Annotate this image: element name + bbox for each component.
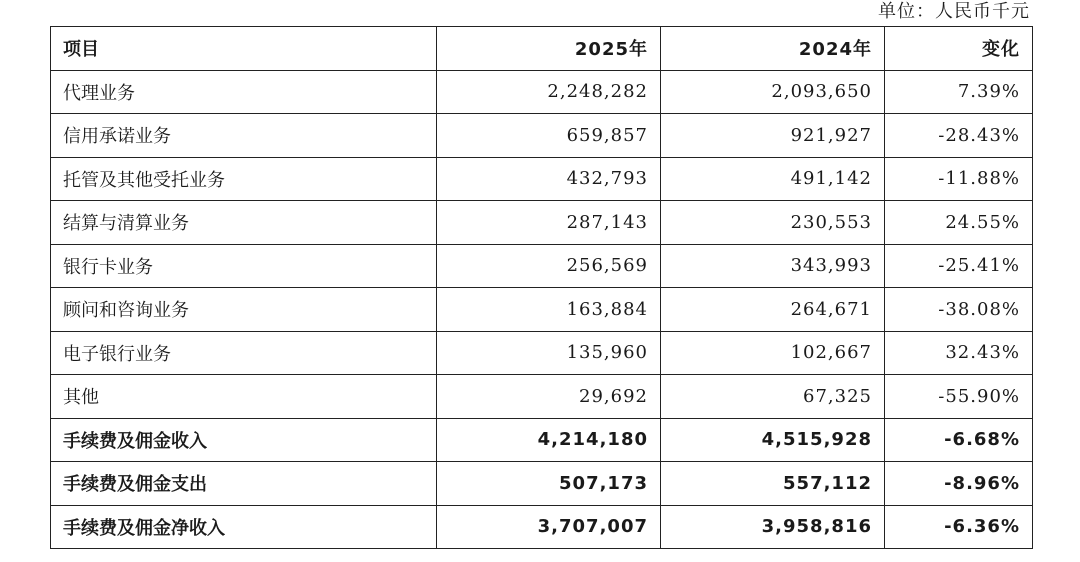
unit-note: 单位：人民币千元 — [878, 1, 1030, 22]
table-row — [51, 331, 1033, 375]
row-item: 结算与清算业务 — [51, 201, 437, 245]
total-row-income — [51, 418, 1033, 462]
row-2025: 2,248,282 — [437, 70, 661, 114]
row-item: 托管及其他受托业务 — [51, 157, 437, 201]
row-2025: 29,692 — [437, 375, 661, 419]
row-2024: 4,515,928 — [661, 418, 885, 462]
row-item: 信用承诺业务 — [51, 114, 437, 158]
table-row — [51, 157, 1033, 201]
row-item: 顾问和咨询业务 — [51, 288, 437, 332]
table-row — [51, 375, 1033, 419]
row-change: -55.90% — [885, 375, 1033, 419]
row-change: -6.36% — [885, 505, 1033, 549]
header-2024: 2024年 — [661, 27, 885, 71]
row-change: -28.43% — [885, 114, 1033, 158]
row-2025: 256,569 — [437, 244, 661, 288]
row-2025: 135,960 — [437, 331, 661, 375]
row-2025: 432,793 — [437, 157, 661, 201]
row-2024: 230,553 — [661, 201, 885, 245]
header-2025: 2025年 — [437, 27, 661, 71]
row-change: -8.96% — [885, 462, 1033, 506]
row-change: 24.55% — [885, 201, 1033, 245]
row-item: 手续费及佣金净收入 — [51, 505, 437, 549]
row-2025: 287,143 — [437, 201, 661, 245]
row-change: 32.43% — [885, 331, 1033, 375]
row-item: 银行卡业务 — [51, 244, 437, 288]
row-2025: 3,707,007 — [437, 505, 661, 549]
row-2024: 102,667 — [661, 331, 885, 375]
row-change: -11.88% — [885, 157, 1033, 201]
header-item: 项目 — [51, 27, 437, 71]
row-2024: 491,142 — [661, 157, 885, 201]
row-2024: 3,958,816 — [661, 505, 885, 549]
row-item: 电子银行业务 — [51, 331, 437, 375]
row-2025: 163,884 — [437, 288, 661, 332]
row-2024: 264,671 — [661, 288, 885, 332]
table-row — [51, 114, 1033, 158]
table-row — [51, 70, 1033, 114]
table-row — [51, 201, 1033, 245]
row-change: -38.08% — [885, 288, 1033, 332]
row-2024: 67,325 — [661, 375, 885, 419]
row-item: 手续费及佣金支出 — [51, 462, 437, 506]
total-row-expense — [51, 462, 1033, 506]
row-item: 代理业务 — [51, 70, 437, 114]
row-change: 7.39% — [885, 70, 1033, 114]
table-row — [51, 288, 1033, 332]
header-row — [51, 27, 1033, 71]
total-row-net-income — [51, 505, 1033, 549]
header-change: 变化 — [885, 27, 1033, 71]
row-2024: 921,927 — [661, 114, 885, 158]
row-change: -6.68% — [885, 418, 1033, 462]
row-2024: 343,993 — [661, 244, 885, 288]
fee-commission-table — [50, 26, 1033, 549]
row-change: -25.41% — [885, 244, 1033, 288]
row-2025: 659,857 — [437, 114, 661, 158]
row-2025: 507,173 — [437, 462, 661, 506]
row-item: 手续费及佣金收入 — [51, 418, 437, 462]
table-row — [51, 244, 1033, 288]
row-2024: 2,093,650 — [661, 70, 885, 114]
row-2025: 4,214,180 — [437, 418, 661, 462]
row-2024: 557,112 — [661, 462, 885, 506]
row-item: 其他 — [51, 375, 437, 419]
